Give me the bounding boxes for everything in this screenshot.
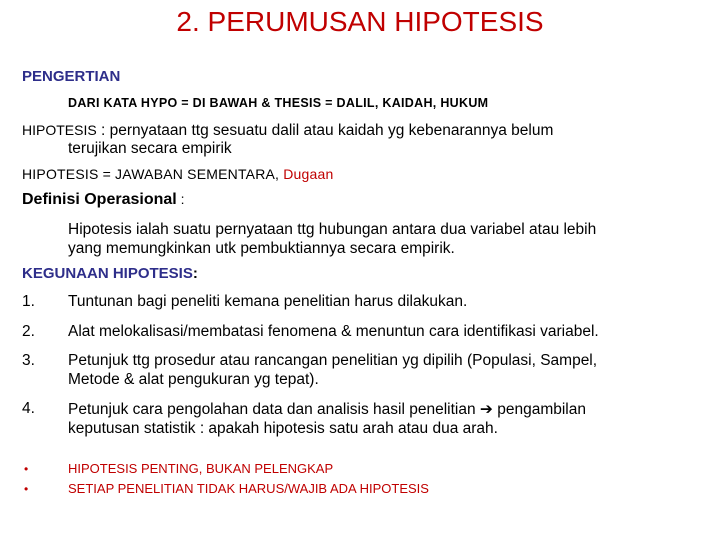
note-item: HIPOTESIS PENTING, BUKAN PELENGKAP xyxy=(68,461,334,476)
list-item-text: Petunjuk cara pengolahan data dan analisis hasil penelitian xyxy=(68,401,480,418)
hipotesis-label: HIPOTESIS xyxy=(22,122,97,138)
bullet-icon: • xyxy=(24,462,29,476)
list-item-cont: keputusan statistik : apakah hipotesis satu arah atau dua arah. xyxy=(68,420,498,437)
list-item: Tuntunan bagi peneliti kemana penelitian harus dilakukan. xyxy=(68,293,468,310)
definisi-body-line1: Hipotesis ialah suatu pernyataan ttg hubungan antara dua variabel atau lebih xyxy=(68,221,597,238)
list-item-arrow-text: pengambilan xyxy=(497,401,586,418)
etymology-line: DARI KATA HYPO = DI BAWAH & THESIS = DALIL, KAIDAH, HUKUM xyxy=(68,96,489,110)
list-number: 3. xyxy=(22,352,35,369)
dugaan-word: Dugaan xyxy=(283,166,334,182)
pengertian-heading: PENGERTIAN xyxy=(22,68,121,85)
right-arrow-icon: ➔ xyxy=(479,401,493,418)
definisi-body-line2: yang memungkinkan utk pembuktiannya secara empirik. xyxy=(68,240,455,257)
kegunaan-heading-text: KEGUNAAN HIPOTESIS xyxy=(22,265,193,282)
hipotesis-definition xyxy=(22,120,553,141)
hipotesis-definition-cont: terujikan secara empirik xyxy=(68,140,232,157)
kegunaan-heading xyxy=(22,265,198,282)
definisi-heading-text: Definisi Operasional xyxy=(22,191,177,208)
hipotesis-definition-text: : pernyataan ttg sesuatu dalil atau kaidah yg kebenarannya belum xyxy=(96,122,554,139)
note-item: SETIAP PENELITIAN TIDAK HARUS/WAJIB ADA HIPOTESIS xyxy=(68,481,429,496)
list-number: 2. xyxy=(22,323,35,340)
kegunaan-colon: : xyxy=(192,265,198,282)
list-number: 4. xyxy=(22,400,35,417)
list-item: Petunjuk ttg prosedur atau rancangan penelitian yg dipilih (Populasi, Sampel, xyxy=(68,352,598,369)
list-number: 1. xyxy=(22,293,35,310)
list-item: Alat melokalisasi/membatasi fenomena & menuntun cara identifikasi variabel. xyxy=(68,323,599,340)
bullet-icon: • xyxy=(24,482,29,496)
list-item xyxy=(68,400,586,419)
list-item-cont: Metode & alat pengukuran yg tepat). xyxy=(68,371,319,388)
hipotesis-equation-text: HIPOTESIS = JAWABAN SEMENTARA, xyxy=(22,166,284,182)
definisi-colon: : xyxy=(176,191,185,207)
definisi-heading xyxy=(22,191,185,209)
slide-title: 2. PERUMUSAN HIPOTESIS xyxy=(176,6,544,37)
hipotesis-equation xyxy=(22,166,333,182)
